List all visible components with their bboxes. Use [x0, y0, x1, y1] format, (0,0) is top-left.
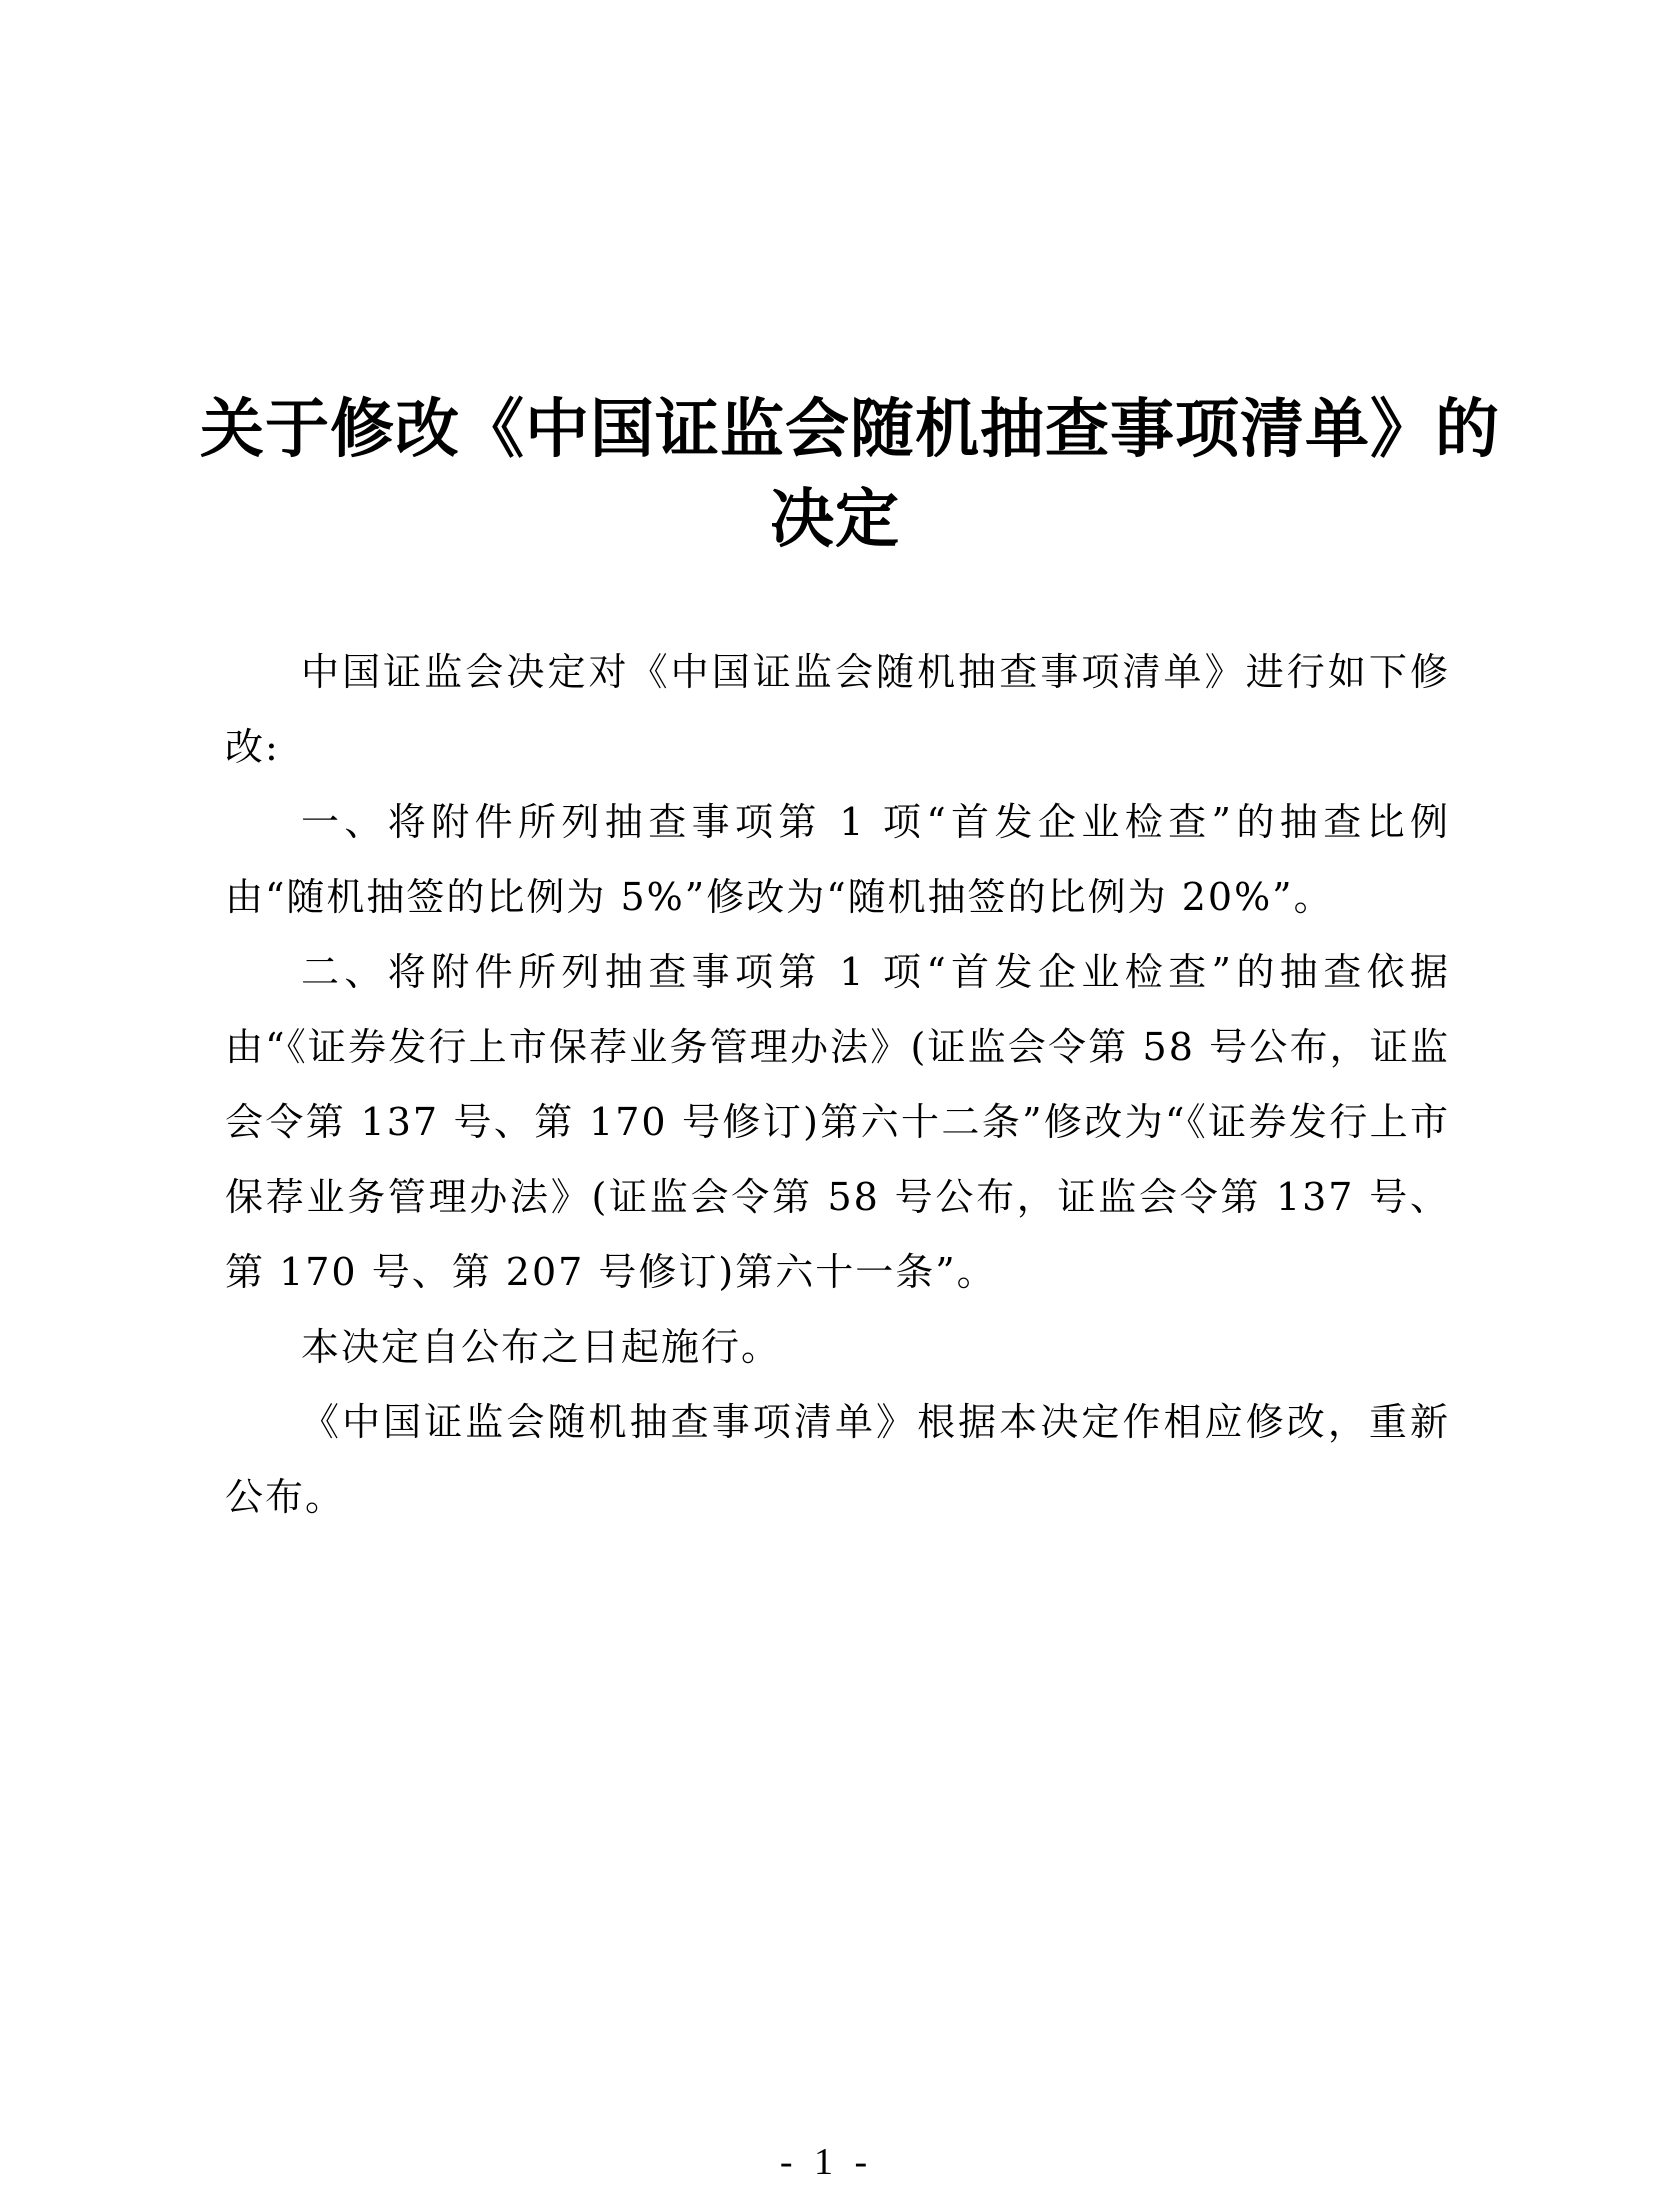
paragraph-item-1: 一、将附件所列抽查事项第 1 项“首发企业检查”的抽查比例由“随机抽签的比例为 5%”修改为“随机抽签的比例为 20%”。	[225, 800, 1450, 919]
paragraph-item-2: 二、将附件所列抽查事项第 1 项“首发企业检查”的抽查依据由“《证券发行上市保荐业务管理办法》(证监会令第 58 号公布，证监会令第 137 号、第 170 号修订)第六十二条”修改为“《证券发行上市保荐业务管理办法》(证监会令第 58 号公布，证监会令第 137 号、第 170 号、第 207 号修订)第六十一条”。	[225, 950, 1450, 1294]
document-title	[200, 385, 1500, 565]
paragraph-republish: 《中国证监会随机抽查事项清单》根据本决定作相应修改，重新公布。	[225, 1400, 1450, 1519]
document-body	[225, 635, 1450, 1535]
title-line-1: 关于修改《中国证监会随机抽查事项清单》的	[200, 392, 1500, 467]
page-number: - 1 -	[779, 2141, 874, 2183]
paragraph-effective-date: 本决定自公布之日起施行。	[301, 1325, 782, 1369]
paragraph-intro: 中国证监会决定对《中国证监会随机抽查事项清单》进行如下修改:	[225, 650, 1450, 769]
title-line-2: 决定	[770, 482, 900, 557]
